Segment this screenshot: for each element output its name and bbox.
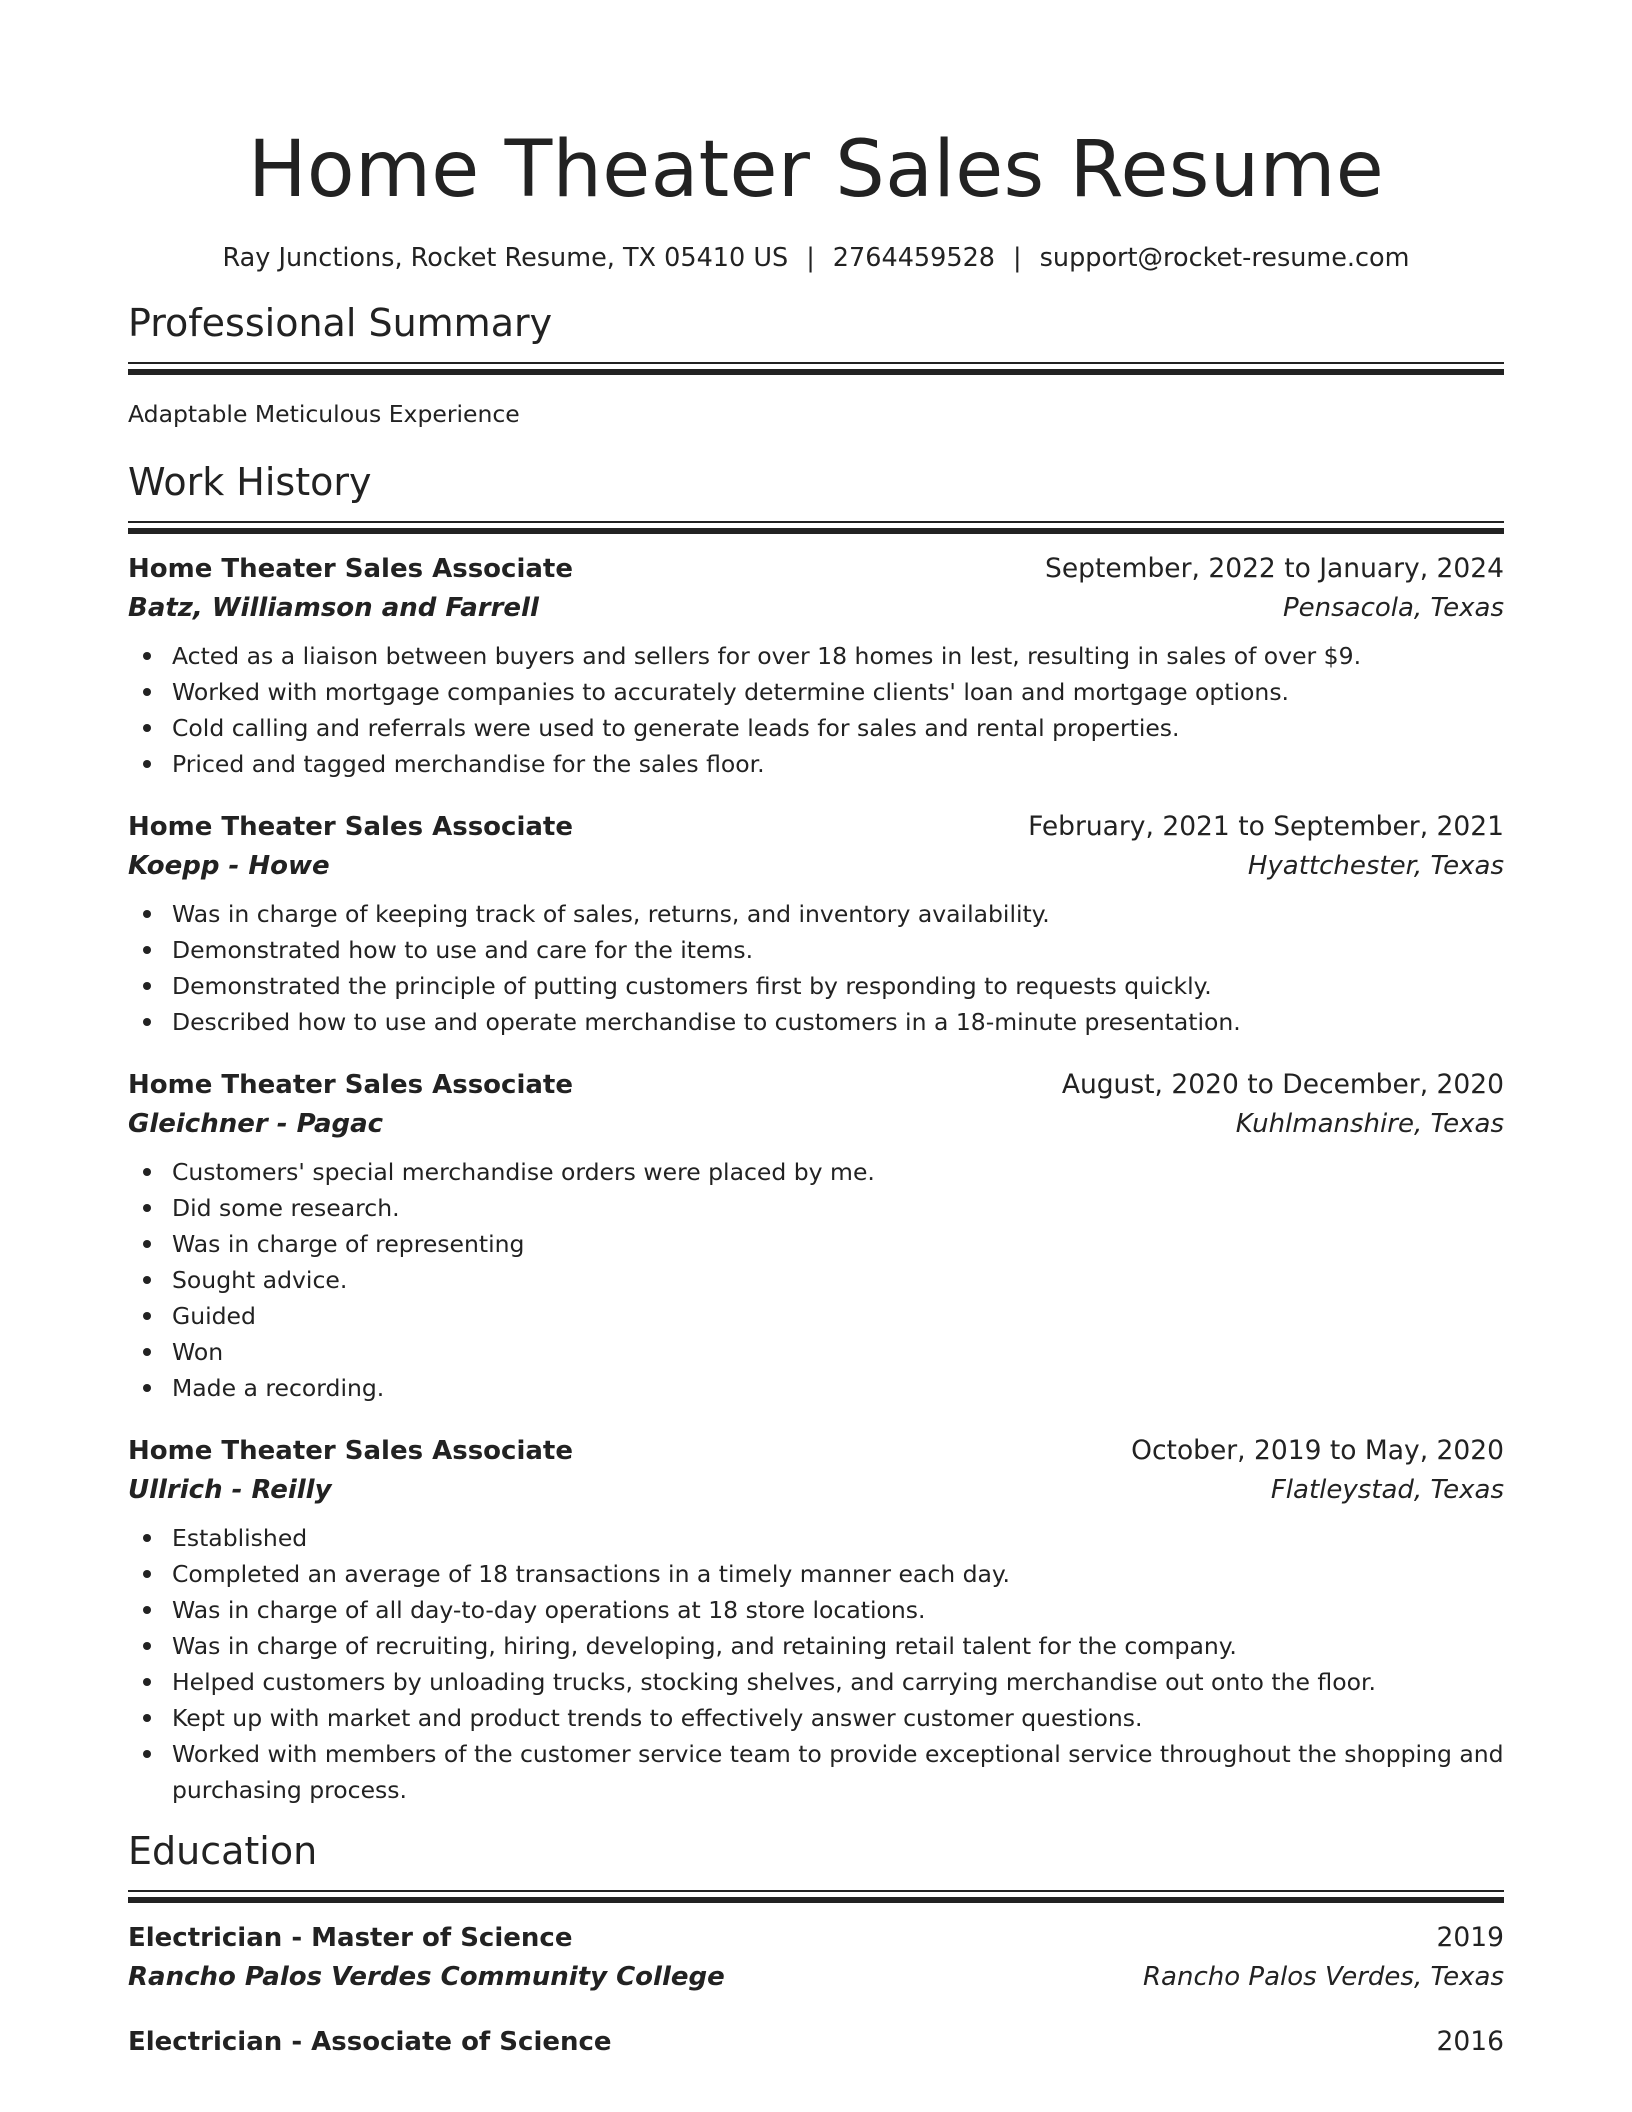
contact-separator: | bbox=[806, 243, 815, 273]
education-section bbox=[128, 1826, 1504, 2061]
job-company: Ullrich - Reilly bbox=[128, 1475, 332, 1505]
job-company-row bbox=[128, 1470, 1504, 1510]
job-title: Home Theater Sales Associate bbox=[128, 812, 573, 842]
job-bullet: Was in charge of representing bbox=[128, 1226, 1504, 1262]
education-year: 2019 bbox=[1436, 1922, 1504, 1953]
job-header-row bbox=[128, 1432, 1504, 1470]
job-bullet-list bbox=[128, 638, 1504, 782]
education-degree: Electrician - Master of Science bbox=[128, 1923, 573, 1953]
job-dates: August, 2020 to December, 2020 bbox=[1061, 1069, 1504, 1100]
job-location: Kuhlmanshire, Texas bbox=[1235, 1109, 1504, 1139]
contact-email: support@rocket-resume.com bbox=[1039, 243, 1410, 273]
job-bullet: Completed an average of 18 transactions in a timely manner each day. bbox=[128, 1556, 1504, 1592]
summary-text: Adaptable Meticulous Experience bbox=[128, 400, 520, 428]
resume-page bbox=[128, 0, 1504, 2061]
job-entry bbox=[128, 808, 1504, 1040]
job-bullet: Demonstrated how to use and care for the items. bbox=[128, 932, 1504, 968]
work-history-section bbox=[128, 457, 1504, 1808]
job-bullet-list bbox=[128, 1520, 1504, 1808]
contact-line bbox=[128, 240, 1504, 276]
job-title: Home Theater Sales Associate bbox=[128, 1070, 573, 1100]
job-bullet-list bbox=[128, 1154, 1504, 1406]
summary-section bbox=[128, 298, 1504, 431]
job-bullet: Customers' special merchandise orders were placed by me. bbox=[128, 1154, 1504, 1190]
job-bullet: Demonstrated the principle of putting customers first by responding to requests quickly. bbox=[128, 968, 1504, 1004]
education-heading: Education bbox=[128, 1829, 318, 1873]
job-company-row bbox=[128, 588, 1504, 628]
job-bullet: Was in charge of recruiting, hiring, developing, and retaining retail talent for the company. bbox=[128, 1628, 1504, 1664]
job-header-row bbox=[128, 1066, 1504, 1104]
job-location: Hyattchester, Texas bbox=[1247, 851, 1504, 881]
education-school: Rancho Palos Verdes Community College bbox=[128, 1962, 725, 1992]
job-location: Pensacola, Texas bbox=[1282, 593, 1504, 623]
job-dates: October, 2019 to May, 2020 bbox=[1131, 1435, 1504, 1466]
contact-address: Ray Junctions, Rocket Resume, TX 05410 US bbox=[222, 243, 789, 273]
contact-separator: | bbox=[1013, 243, 1022, 273]
job-dates: September, 2022 to January, 2024 bbox=[1045, 553, 1504, 584]
job-entry bbox=[128, 550, 1504, 782]
education-header-row bbox=[128, 1919, 1504, 1957]
job-bullet: Was in charge of all day-to-day operations at 18 store locations. bbox=[128, 1592, 1504, 1628]
job-entry bbox=[128, 1066, 1504, 1406]
education-header-row bbox=[128, 2023, 1504, 2061]
job-bullet: Cold calling and referrals were used to generate leads for sales and rental properties. bbox=[128, 710, 1504, 746]
job-header-row bbox=[128, 550, 1504, 588]
education-entry bbox=[128, 1919, 1504, 1997]
job-company: Batz, Williamson and Farrell bbox=[128, 593, 539, 623]
work-history-heading: Work History bbox=[128, 460, 372, 504]
job-title: Home Theater Sales Associate bbox=[128, 1436, 573, 1466]
job-bullet: Kept up with market and product trends to effectively answer customer questions. bbox=[128, 1700, 1504, 1736]
job-bullet: Sought advice. bbox=[128, 1262, 1504, 1298]
job-bullet: Worked with members of the customer service team to provide exceptional service throughout the shopping and purchasing process. bbox=[128, 1736, 1504, 1808]
job-bullet: Did some research. bbox=[128, 1190, 1504, 1226]
education-entry bbox=[128, 2023, 1504, 2061]
job-header-row bbox=[128, 808, 1504, 846]
job-company: Koepp - Howe bbox=[128, 851, 330, 881]
section-divider bbox=[128, 1890, 1504, 1903]
job-bullet: Established bbox=[128, 1520, 1504, 1556]
education-school-row bbox=[128, 1957, 1504, 1997]
job-bullet: Helped customers by unloading trucks, stocking shelves, and carrying merchandise out onto the floor. bbox=[128, 1664, 1504, 1700]
job-bullet: Described how to use and operate merchandise to customers in a 18-minute presentation. bbox=[128, 1004, 1504, 1040]
job-dates: February, 2021 to September, 2021 bbox=[1028, 811, 1504, 842]
job-location: Flatleystad, Texas bbox=[1270, 1475, 1504, 1505]
job-company-row bbox=[128, 1104, 1504, 1144]
summary-heading: Professional Summary bbox=[128, 301, 553, 345]
job-bullet: Made a recording. bbox=[128, 1370, 1504, 1406]
job-bullet: Priced and tagged merchandise for the sales floor. bbox=[128, 746, 1504, 782]
job-bullet: Was in charge of keeping track of sales, returns, and inventory availability. bbox=[128, 896, 1504, 932]
job-bullet: Won bbox=[128, 1334, 1504, 1370]
education-year: 2016 bbox=[1436, 2026, 1504, 2057]
job-company-row bbox=[128, 846, 1504, 886]
job-entry bbox=[128, 1432, 1504, 1808]
job-company: Gleichner - Pagac bbox=[128, 1109, 384, 1139]
education-degree: Electrician - Associate of Science bbox=[128, 2027, 612, 2057]
education-location: Rancho Palos Verdes, Texas bbox=[1142, 1962, 1504, 1992]
job-bullet: Worked with mortgage companies to accurately determine clients' loan and mortgage options. bbox=[128, 674, 1504, 710]
section-divider bbox=[128, 521, 1504, 534]
job-title: Home Theater Sales Associate bbox=[128, 554, 573, 584]
section-divider bbox=[128, 362, 1504, 375]
job-bullet: Guided bbox=[128, 1298, 1504, 1334]
resume-title: Home Theater Sales Resume bbox=[247, 125, 1385, 215]
job-bullet-list bbox=[128, 896, 1504, 1040]
job-bullet: Acted as a liaison between buyers and sellers for over 18 homes in lest, resulting in sales of over $9. bbox=[128, 638, 1504, 674]
contact-phone: 2764459528 bbox=[832, 243, 996, 273]
